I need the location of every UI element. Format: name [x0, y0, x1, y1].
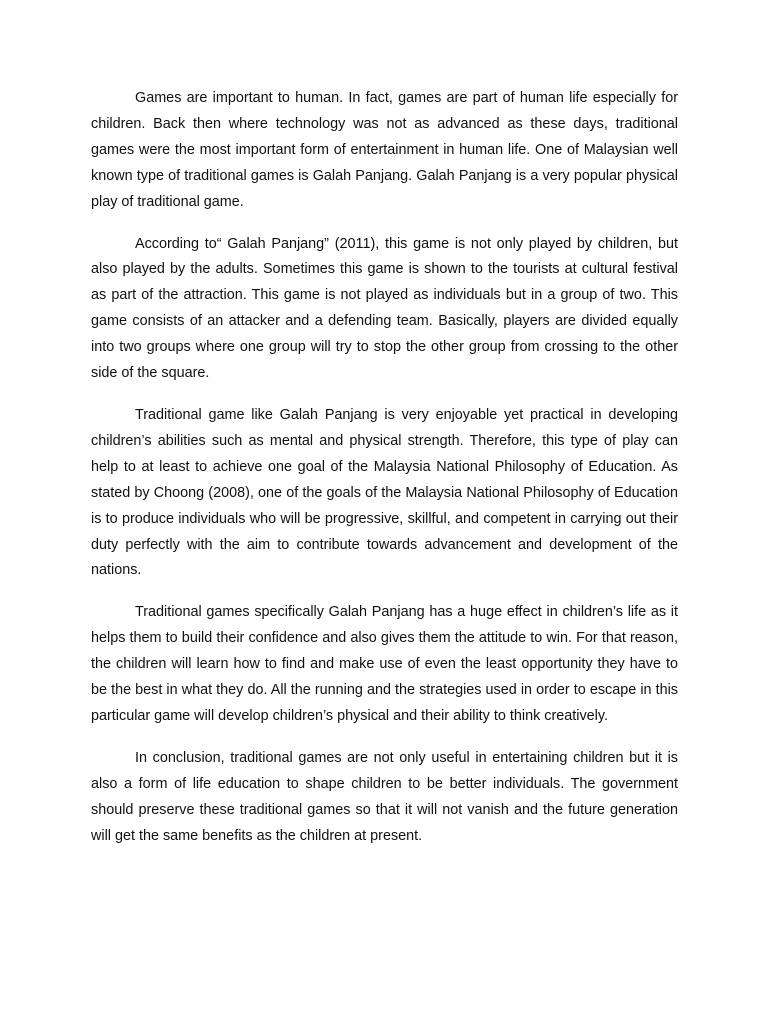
paragraph-conclusion: In conclusion, traditional games are not only useful in entertaining children but it is also a form of life education to shape children to be better individuals. The government should preserve these traditional games so that it will not vanish and the future generation will get the same benefits as the children at present. — [91, 749, 678, 844]
essay-body — [91, 86, 678, 849]
paragraph-introduction: Games are important to human. In fact, games are part of human life especially for children. Back then where technology was not as advanced as these days, traditional games were the most important form of entertainment in human life. One of Malaysian well known type of traditional games is Galah Panjang. Galah Panjang is a very popular physical play of traditional game. — [91, 90, 678, 210]
paragraph-game-description: According to“ Galah Panjang” (2011), this game is not only played by children, but also played by the adults. Sometimes this game is shown to the tourists at cultural festival as part of the attraction. This game is not played as individuals but in a group of two. This game consists of an attacker and a defending team. Basically, players are divided equally into two groups where one group will try to stop the other group from crossing to the other side of the square. — [91, 235, 678, 382]
paragraph-effects-on-children: Traditional games specifically Galah Panjang has a huge effect in children’s life as it helps them to build their confidence and also gives them the attitude to win. For that reason, the children will learn how to find and make use of even the least opportunity they have to be the best in what they do. All the running and the strategies used in order to escape in this particular game will develop children’s physical and their ability to think creatively. — [91, 604, 678, 724]
paragraph-education-philosophy: Traditional game like Galah Panjang is very enjoyable yet practical in developing children’s abilities such as mental and physical strength. Therefore, this type of play can help to at least to achieve one goal of the Malaysia National Philosophy of Education. As stated by Choong (2008), one of the goals of the Malaysia National Philosophy of Education is to produce individuals who will be progressive, skillful, and competent in carrying out their duty perfectly with the aim to contribute towards advancement and development of the nations. — [91, 406, 678, 579]
